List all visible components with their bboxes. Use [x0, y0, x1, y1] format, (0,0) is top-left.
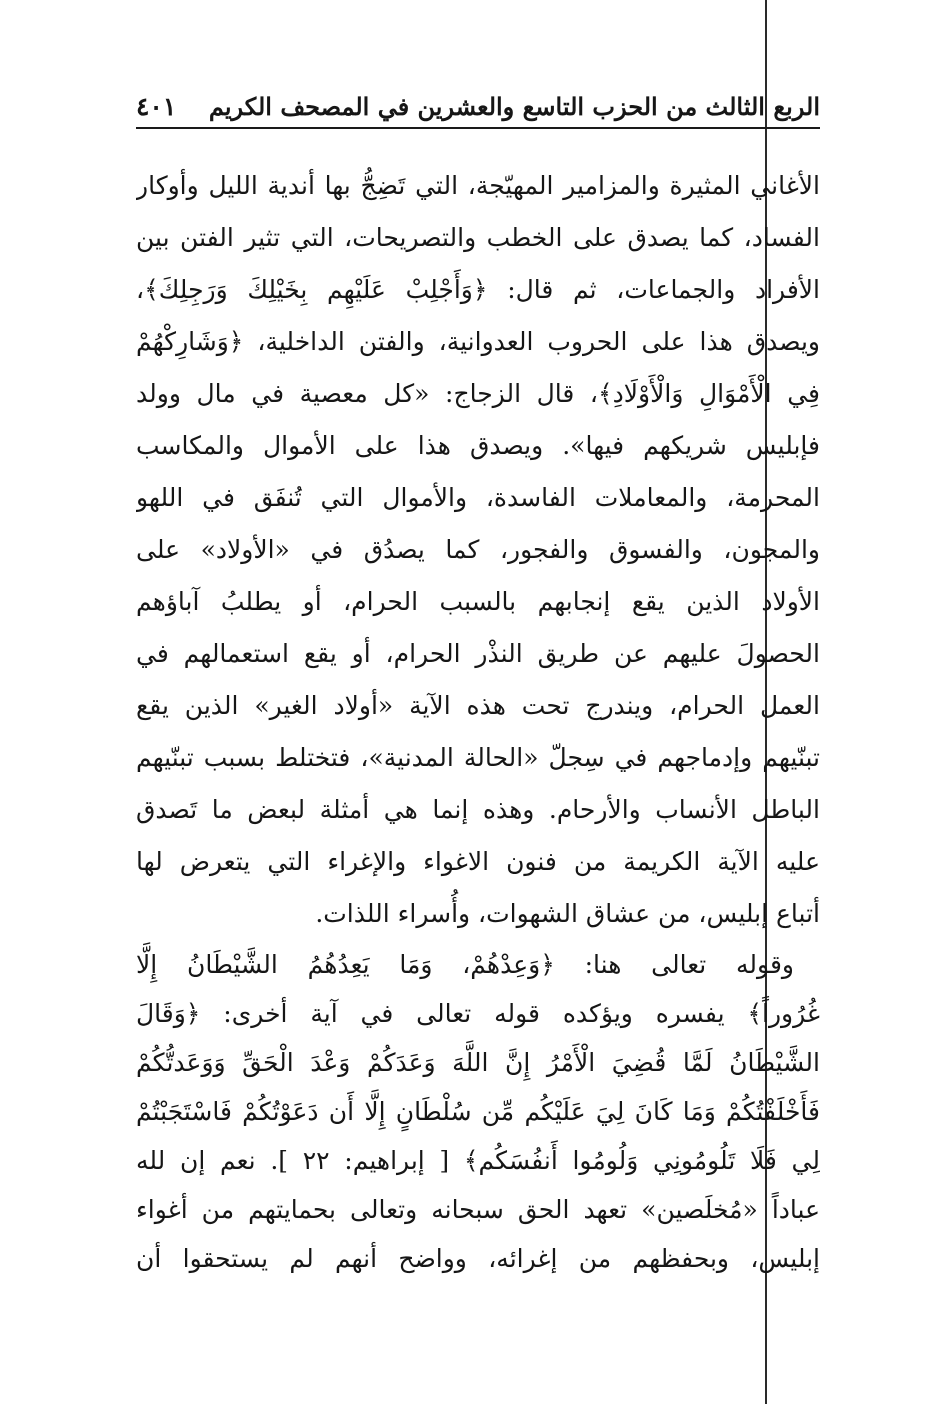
text-line: ويصدق هذا على الحروب العدوانية، والفتن الداخلية، ﴿وَشَارِكْهُمْ [136, 327, 820, 356]
page-number: ٤٠١ [136, 91, 177, 121]
text-line: عليه الآية الكريمة من فنون الاغواء والإغراء التي يتعرض لها [136, 847, 820, 876]
header-title: الربع الثالث من الحزب التاسع والعشرين في المصحف الكريم [208, 91, 820, 121]
text-line: لِي فَلَا تَلُومُونِي وَلُومُوا أَنفُسَكُم﴾ [ إبراهيم: ٢٢ ]. نعم إن لله [136, 1146, 820, 1175]
text-line: الأغاني المثيرة والمزامير المهيّجة، التي تَضِجُّ بها أندية الليل وأوكار [136, 171, 820, 200]
text-line: الحصولَ عليهم عن طريق النذْر الحرام، أو يقع استعمالهم في [136, 639, 820, 668]
text-line: وقوله تعالى هنا: ﴿وَعِدْهُمْ، وَمَا يَعِدُهُمُ الشَّيْطَانُ إِلَّا [136, 950, 794, 979]
text-line: الفساد، كما يصدق على الخطب والتصريحات، التي تثير الفتن بين [136, 223, 820, 252]
text-line: الأفراد والجماعات، ثم قال: ﴿وَأَجْلِبْ عَلَيْهِم بِخَيْلِكَ وَرَجِلِكَ﴾، [136, 275, 820, 304]
text-line: غُرُوراً﴾ يفسره ويؤكده قوله تعالى في آية أخرى: ﴿وَقَالَ [136, 999, 820, 1028]
text-line: إبليس، وبحفظهم من إغرائه، وواضح أنهم لم يستحقوا أن [136, 1244, 820, 1273]
text-line: الشَّيْطَانُ لَمَّا قُضِيَ الْأَمْرُ إِنَّ اللَّهَ وَعَدَكُمْ وَعْدَ الْحَقِّ وَوَعَدتُّكُمْ [136, 1048, 820, 1077]
text-line: المحرمة، والمعاملات الفاسدة، والأموال التي تُنفَق في اللهو [136, 483, 820, 512]
text-line: والمجون، والفسوق والفجور، كما يصدُق في «الأولاد» على [136, 535, 820, 564]
text-line: عباداً «مُخلَصين» تعهد الحق سبحانه وتعالى بحمايتهم من أغواء [136, 1195, 820, 1224]
text-line: فَأَخْلَفْتُكُمْ وَمَا كَانَ لِيَ عَلَيْكُم مِّن سُلْطَانٍ إِلَّا أَن دَعَوْتُكُمْ فَاسْتَجَبْتُمْ [136, 1097, 820, 1126]
text-line: الأولاد الذين يقع إنجابهم بالسبب الحرام، أو يطلبُ آباؤهم [136, 587, 820, 616]
text-line: فِي الْأَمْوَالِ وَالْأَوْلَادِ﴾، قال الزجاج: «كل معصية في مال وولد [136, 379, 820, 408]
paragraph-1 [136, 160, 820, 940]
header-rule [136, 127, 820, 129]
text-line: العمل الحرام، ويندرج تحت هذه الآية «أولاد الغير» الذين يقع [136, 691, 820, 720]
text-line: الباطل الأنساب والأرحام. وهذه إنما هي أمثلة لبعض ما تَصدق [136, 795, 820, 824]
paragraph-2 [136, 940, 820, 1283]
text-line: تبنّيهم وإدماجهم في سِجلّ «الحالة المدنية»، فتختلط بسبب تبنّيهم [136, 743, 820, 772]
running-header [136, 86, 820, 126]
text-line: أتباع إبليس، من عشاق الشهوات، وأُسراء اللذات. [315, 899, 820, 928]
text-line: فإبليس شريكهم فيها». ويصدق هذا على الأموال والمكاسب [136, 431, 820, 460]
